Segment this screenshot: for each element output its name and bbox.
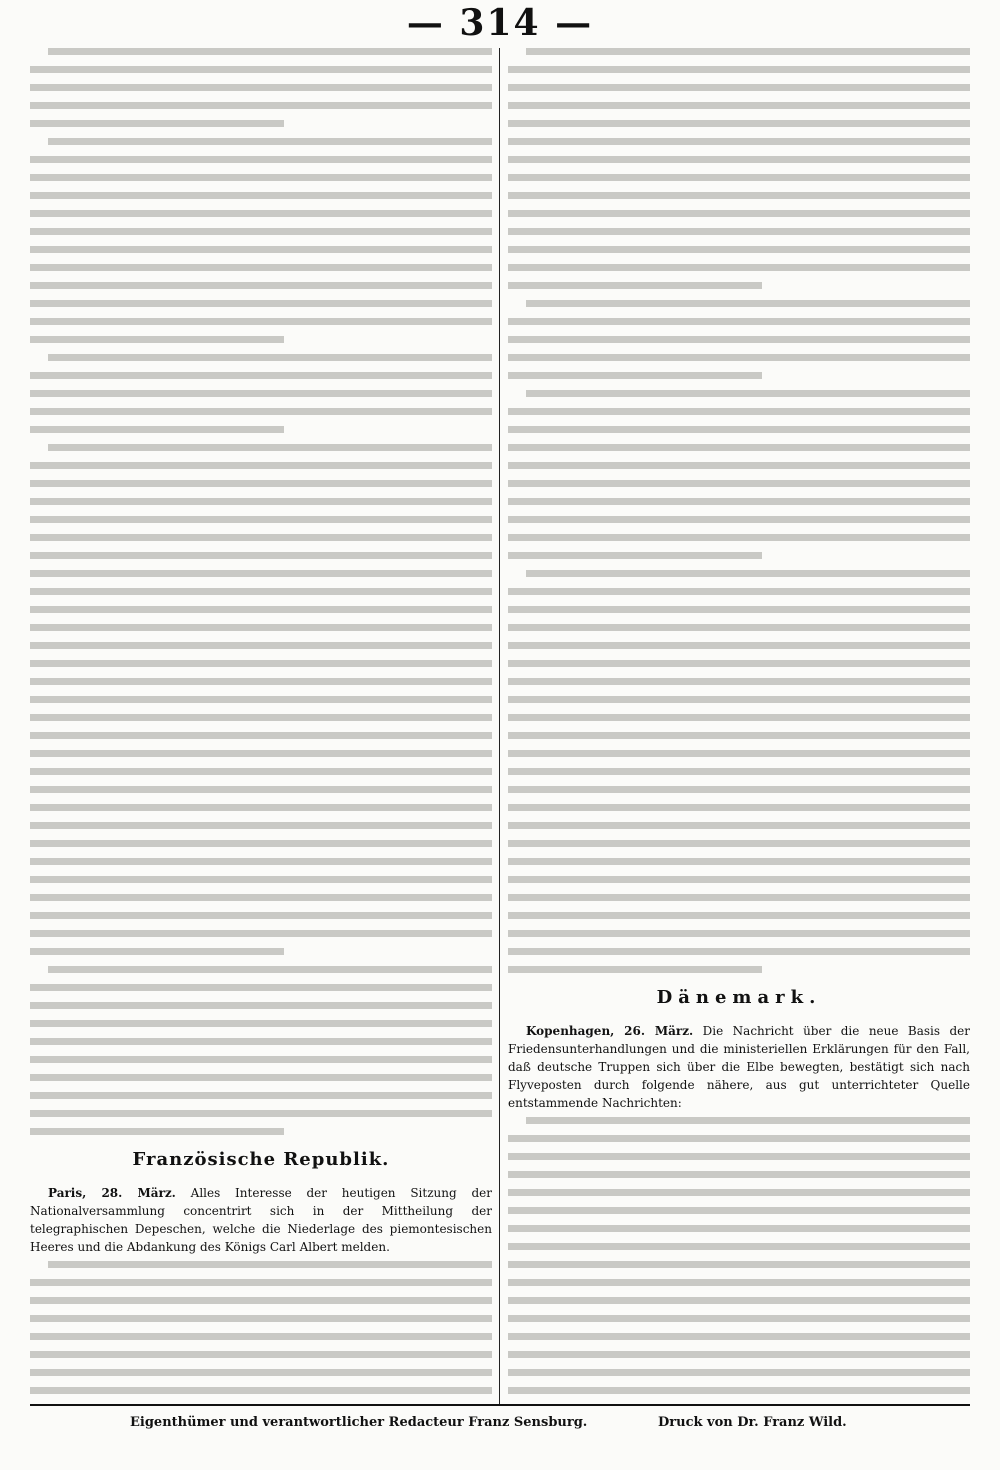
untranscribed-paragraph <box>508 1117 970 1404</box>
untranscribed-paragraph <box>508 390 970 559</box>
untranscribed-paragraph <box>508 300 970 379</box>
untranscribed-paragraph <box>30 444 492 955</box>
dateline: Paris, 28. März. <box>48 1186 176 1200</box>
untranscribed-paragraph <box>30 966 492 1135</box>
article-kopenhagen <box>508 1022 970 1112</box>
left-column <box>30 48 492 1404</box>
right-column <box>508 48 970 1404</box>
untranscribed-paragraph <box>508 570 970 973</box>
untranscribed-paragraph <box>30 48 492 127</box>
untranscribed-paragraph <box>30 354 492 433</box>
untranscribed-paragraph <box>30 138 492 343</box>
dateline: Kopenhagen, 26. März. <box>526 1024 694 1038</box>
article-columns <box>30 48 970 1404</box>
printer-imprint: Druck von Dr. Franz Wild. <box>658 1415 847 1430</box>
section-heading-denmark: Dänemark. <box>656 987 822 1008</box>
section-heading-republic: Französische Republik. <box>132 1149 390 1170</box>
column-divider <box>499 48 500 1404</box>
footer-rule <box>30 1404 970 1406</box>
publisher-imprint: Eigenthümer und verantwortlicher Redacteur Franz Sensburg. <box>130 1415 588 1430</box>
page-number: — 314 — <box>406 2 594 44</box>
untranscribed-paragraph <box>30 1261 492 1404</box>
article-text: Alles Interesse der heutigen Sitzung der Nationalversammlung concentrirt sich in der Mittheilung der telegraphischen Depeschen, welche die Niederlage des piemontesischen Heeres und die Abdankung des Königs Carl Albert melden. <box>30 1186 492 1254</box>
article-text: Die Nachricht über die neue Basis der Friedensunterhandlungen und die ministeriellen Erklärungen für den Fall, daß deutsche Truppen sich über die Elbe bewegten, bestätigt sich nach Flyveposten durch folgende nähere, aus gut unterrichteter Quelle entstammende Nachrichten: <box>508 1024 970 1110</box>
untranscribed-paragraph <box>508 48 970 289</box>
article-paris <box>30 1184 492 1256</box>
